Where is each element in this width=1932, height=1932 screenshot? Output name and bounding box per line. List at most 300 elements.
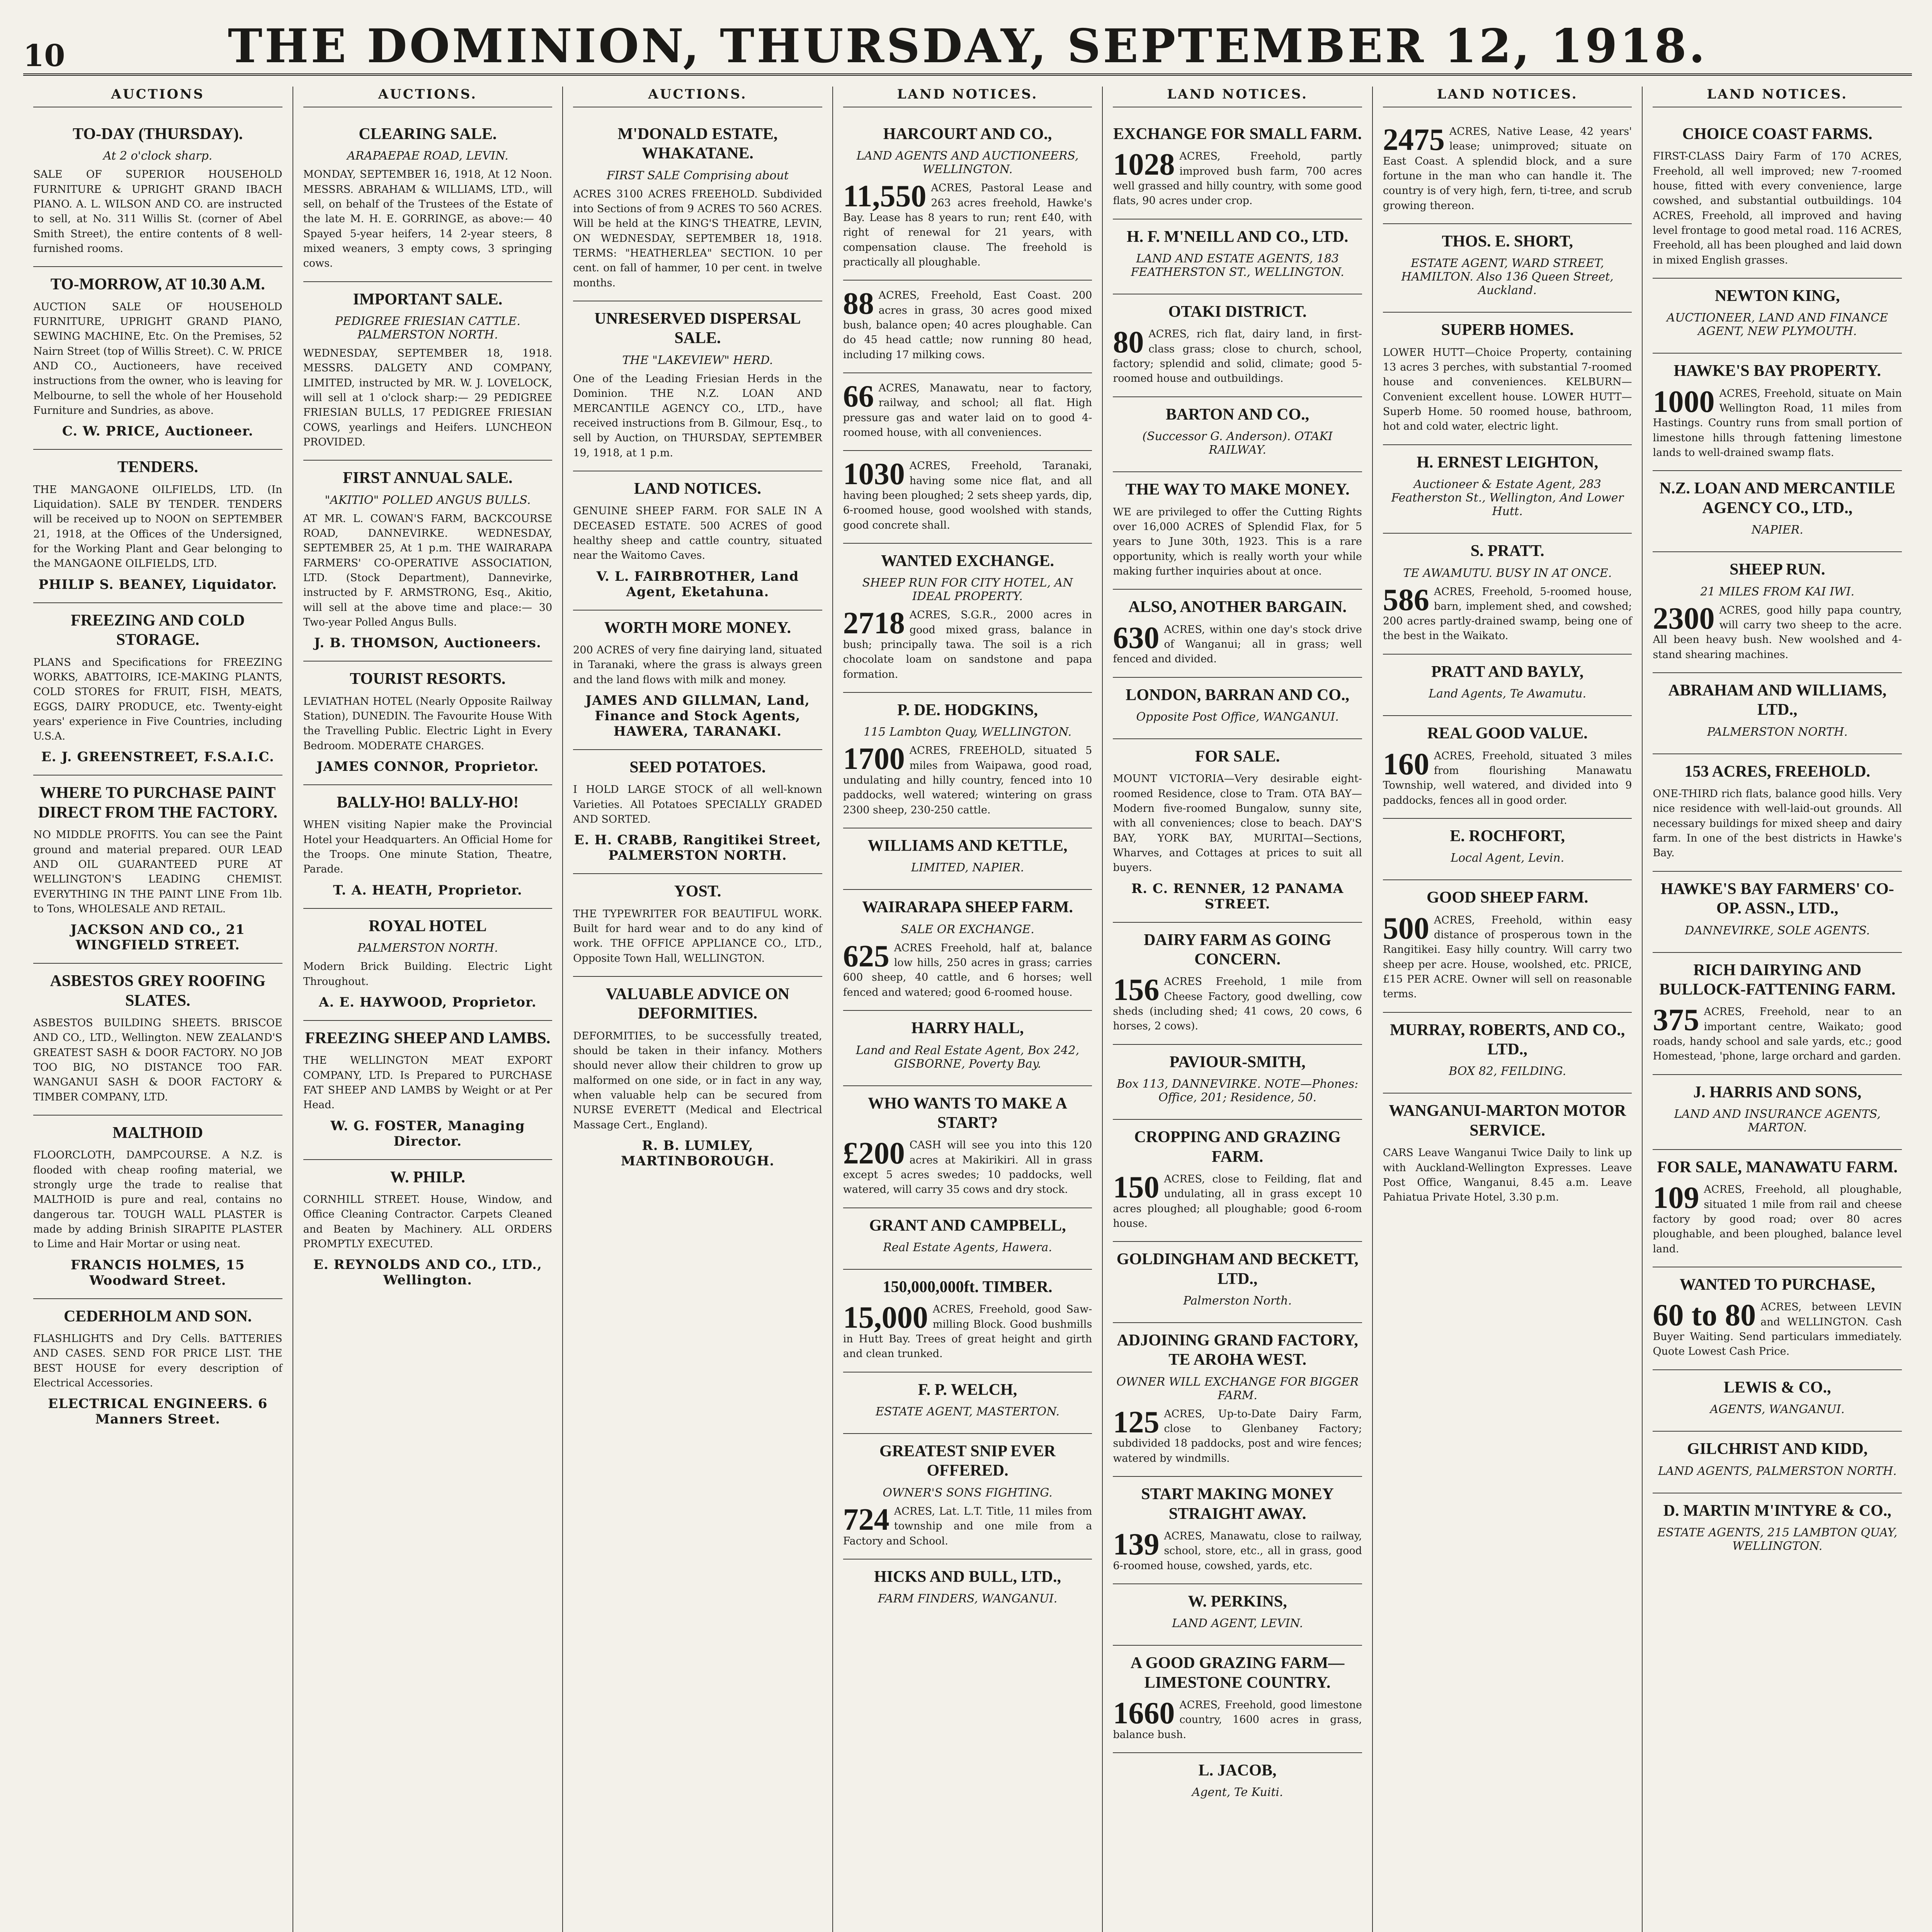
ad-body-text: ACRES, Native Lease, 42 years' lease; unimproved; situate on East Coast. A splendid block, and a sure fortune in the man who can handle it. The country is of very high, fern, ti-tree, and scrub growing thereon. — [1383, 126, 1632, 212]
ad-subtitle: Box 113, DANNEVIRKE. NOTE—Phones: Office, 201; Residence, 50. — [1116, 1077, 1359, 1105]
ad-signature: A. E. HAYWOOD, Proprietor. — [319, 994, 537, 1010]
ad-body-text: ACRES, between LEVIN and WELLINGTON. Cash Buyer Waiting. Send particulars immediately. Quote Lowest Cash Price. — [1653, 1301, 1902, 1358]
ad-subtitle: LIMITED, NAPIER. — [911, 861, 1024, 875]
advertisement — [303, 1160, 553, 1298]
ad-subtitle: 21 MILES FROM KAI IWI. — [1700, 585, 1855, 599]
column-heading: AUCTIONS. — [573, 87, 822, 107]
advertisement — [1113, 397, 1362, 472]
ad-body-text: ACRES, Manawatu, near to factory, railway, and school; all flat. High pressure gas and water laid on to good 4-roomed house, with all conveniences. — [843, 382, 1092, 439]
column-5 — [1103, 87, 1373, 1932]
ad-signature: ELECTRICAL ENGINEERS. 6 Manners Street. — [48, 1396, 268, 1427]
ad-subtitle: AUCTIONEER, LAND AND FINANCE AGENT, NEW PLYMOUTH. — [1667, 311, 1888, 338]
ad-acreage-figure: 160 — [1383, 747, 1429, 781]
advertisement — [1113, 472, 1362, 590]
ad-signature: JACKSON AND CO., 21 WINGFIELD STREET. — [70, 922, 245, 953]
ad-title: HICKS AND BULL, LTD., — [874, 1568, 1061, 1586]
ad-signature: E. REYNOLDS AND CO., LTD., Wellington. — [313, 1257, 542, 1288]
ad-acreage-figure: 586 — [1383, 583, 1429, 617]
advertisement — [1653, 754, 1902, 872]
advertisement — [573, 301, 822, 471]
advertisement — [33, 267, 282, 450]
ad-title: ABRAHAM AND WILLIAMS, LTD., — [1668, 681, 1887, 719]
ad-subtitle: Agent, Te Kuiti. — [1192, 1786, 1283, 1799]
advertisement — [1653, 872, 1902, 953]
advertisement — [1113, 117, 1362, 219]
advertisement — [1383, 1013, 1632, 1094]
ad-body-text: MOUNT VICTORIA—Very desirable eight-roomed Residence, close to Tram. OTA BAY—Modern five-roomed Bungalow, sunny site, with all conveniences; close to beach. DAY'S BAY, YORK BAY, MURITAI—Sections, Wharves, and Cottages at prices to suit all buyers. — [1113, 773, 1362, 874]
ad-signature: T. A. HEATH, Proprietor. — [333, 882, 522, 898]
ad-body-text: One of the Leading Friesian Herds in the Dominion. THE N.Z. LOAN AND MERCANTILE AGENCY CO., LTD., have received instructions from B. Gilmour, Esq., to sell by Auction, on THURSDAY, SEPTEMBER 19, 1918, at 1 p.m. — [573, 372, 822, 459]
ad-acreage-figure: 1028 — [1113, 148, 1175, 182]
column-heading: LAND NOTICES. — [843, 87, 1092, 107]
ad-subtitle: Real Estate Agents, Hawera. — [883, 1240, 1052, 1254]
advertisement — [1653, 1493, 1902, 1568]
ad-title: E. ROCHFORT, — [1450, 827, 1565, 845]
advertisement — [1383, 117, 1632, 224]
ad-body-text: ACRES, Freehold, good limestone country, 1600 acres in grass, balance bush. — [1113, 1699, 1362, 1741]
advertisement — [1113, 678, 1362, 739]
advertisement — [1383, 880, 1632, 1012]
advertisement — [1653, 279, 1902, 354]
ad-title: CROPPING AND GRAZING FARM. — [1134, 1128, 1341, 1166]
advertisement — [573, 611, 822, 750]
ad-title: ROYAL HOTEL — [369, 917, 487, 935]
ad-subtitle: Palmerston North. — [1183, 1294, 1292, 1308]
ad-title: H. F. M'NEILL AND CO., LTD. — [1126, 228, 1349, 246]
advertisement — [1383, 716, 1632, 819]
ad-subtitle: LAND AND ESTATE AGENTS, 183 FEATHERSTON ST., WELLINGTON. — [1131, 252, 1344, 279]
ad-body-text: ACRES, Freehold, partly improved bush farm, 700 acres well grassed and hilly country, with some good flats, 90 acres under crop. — [1113, 150, 1362, 207]
advertisement — [843, 1270, 1092, 1372]
ad-signature: E. J. GREENSTREET, F.S.A.I.C. — [41, 749, 274, 765]
ad-title: WORTH MORE MONEY. — [604, 619, 791, 637]
ad-subtitle: THE "LAKEVIEW" HERD. — [622, 353, 773, 367]
ad-subtitle: PEDIGREE FRIESIAN CATTLE. PALMERSTON NORTH. — [335, 315, 520, 342]
ad-body-text: ACRES Freehold, half at, balance low hills, 250 acres in grass; carries 600 sheep, 40 cattle, and 6 horses; well fenced and watered; good 6-roomed house. — [843, 942, 1092, 998]
ad-title: TO-DAY (THURSDAY). — [73, 125, 243, 143]
advertisement — [1383, 655, 1632, 716]
ad-body-text: ACRES, Freehold, good Saw-milling Block. Good bushmills in Hutt Bay. Trees of great height and girth and clean trunked. — [843, 1303, 1092, 1360]
ad-body-text: WEDNESDAY, SEPTEMBER 18, 1918. MESSRS. DALGETY AND COMPANY, LIMITED, instructed by MR. W. J. LOVELOCK, will sell at 1 o'clock sharp:— 29 PEDIGREE FRIESIAN BULLS, 17 PEDIGREE FRIESIAN COWS, yearlings and Heifers. LUNCHEON PROVIDED. — [303, 347, 553, 449]
ad-title: J. HARRIS AND SONS, — [1693, 1083, 1862, 1101]
ad-title: WANTED EXCHANGE. — [881, 552, 1054, 570]
ad-subtitle: "AKITIO" POLLED ANGUS BULLS. — [325, 493, 531, 507]
ad-body-text: THE MANGAONE OILFIELDS, LTD. (In Liquidation). SALE BY TENDER. TENDERS will be received up to NOON on SEPTEMBER 21, 1918, at the Offices of the Undersigned, for the Working Plant and Gear belonging to the MANGAONE OILFIELDS, LTD. — [33, 483, 282, 570]
advertisement — [573, 117, 822, 301]
advertisement — [303, 461, 553, 662]
ad-title: YOST. — [674, 883, 721, 901]
ad-subtitle: LAND AND INSURANCE AGENTS, MARTON. — [1674, 1107, 1881, 1134]
advertisement — [1113, 1120, 1362, 1242]
ad-acreage-figure: 2718 — [843, 606, 905, 641]
advertisement — [33, 1116, 282, 1299]
advertisement — [1383, 224, 1632, 313]
ad-subtitle: DANNEVIRKE, SOLE AGENTS. — [1685, 923, 1870, 937]
advertisement — [1383, 819, 1632, 880]
ad-title: GILCHRIST AND KIDD, — [1687, 1440, 1868, 1458]
ad-subtitle: AGENTS, WANGANUI. — [1710, 1403, 1845, 1417]
ad-body-text: SALE OF SUPERIOR HOUSEHOLD FURNITURE & UPRIGHT GRAND IBACH PIANO. A. L. WILSON AND CO. are instructed to sell, at No. 311 Willis St. (corner of Abel Smith Street), the entire contents of 8 well-furnished rooms. — [33, 168, 282, 255]
ad-body-text: NO MIDDLE PROFITS. You can see the Paint ground and material prepared. OUR LEAD AND OIL GUARANTEED PURE AT WELLINGTON'S LEADING CHEMIST. EVERYTHING IN THE PAINT LINE From 1lb. to Tons, WHOLESALE AND RETAIL. — [33, 829, 282, 915]
ad-body-text: MONDAY, SEPTEMBER 16, 1918, At 12 Noon. MESSRS. ABRAHAM & WILLIAMS, LTD., will sell, on behalf of the Trustees of the Estate of the late M. H. E. GORRINGE, as above:— 40 Spayed 5-year heifers, 14 2-year steers, 8 mixed weaners, 3 empty cows, 3 springing cows. — [303, 168, 553, 270]
ad-title: DAIRY FARM AS GOING CONCERN. — [1144, 931, 1332, 969]
ad-title: GRANT AND CAMPBELL, — [869, 1216, 1066, 1235]
advertisement — [843, 281, 1092, 373]
ad-subtitle: (Successor G. Anderson). OTAKI RAILWAY. — [1142, 430, 1333, 457]
ad-signature: FRANCIS HOLMES, 15 Woodward Street. — [70, 1257, 245, 1288]
ad-signature: V. L. FAIRBROTHER, Land Agent, Eketahuna. — [596, 568, 799, 600]
advertisement — [1653, 1075, 1902, 1150]
ad-body-text: ACRES, Up-to-Date Dairy Farm, close to Glenbaney Factory; subdivided 18 paddocks, post and wire fences; watered by windmills. — [1113, 1408, 1362, 1464]
advertisement — [303, 909, 553, 1021]
advertisement — [1113, 1584, 1362, 1646]
ad-body-text: ACRES, S.G.R., 2000 acres in good mixed grass, balance in bush; principally tawa. The soil is a rich chocolate loam on sandstone and papa formation. — [843, 609, 1092, 680]
ad-signature: JAMES AND GILLMAN, Land, Finance and Stock Agents, HAWERA, TARANAKI. — [585, 692, 810, 739]
advertisement — [843, 117, 1092, 281]
advertisement — [1113, 294, 1362, 397]
ad-subtitle: BOX 82, FEILDING. — [1449, 1065, 1566, 1078]
advertisement — [1113, 1242, 1362, 1323]
ad-title: SEED POTATOES. — [629, 758, 766, 776]
ad-title: TENDERS. — [117, 458, 198, 476]
advertisement — [573, 874, 822, 977]
ad-body-text: I HOLD LARGE STOCK of all well-known Varieties. All Potatoes SPECIALLY GRADED AND SORTED. — [573, 784, 822, 825]
ad-title: WHERE TO PURCHASE PAINT DIRECT FROM THE FACTORY. — [38, 784, 277, 821]
columns — [23, 87, 1912, 1932]
advertisement — [33, 603, 282, 776]
column-4 — [833, 87, 1103, 1932]
advertisement — [843, 1086, 1092, 1208]
ad-title: CLEARING SALE. — [359, 125, 497, 143]
advertisement — [843, 1208, 1092, 1270]
ad-title: OTAKI DISTRICT. — [1168, 303, 1307, 321]
ad-subtitle: ARAPAEPAE ROAD, LEVIN. — [347, 149, 509, 163]
ad-body-text: CASH will see you into this 120 acres at Makirikiri. All in grass except 5 acres swedes; 10 paddocks, well watered, will carry 35 cows and dry stock. — [843, 1139, 1092, 1196]
page-number: 10 — [23, 38, 65, 73]
column-3 — [563, 87, 833, 1932]
ad-title: BALLY-HO! BALLY-HO! — [337, 794, 519, 812]
ad-title: FOR SALE, MANAWATU FARM. — [1657, 1158, 1898, 1176]
advertisement — [1653, 953, 1902, 1075]
ad-acreage-figure: 1700 — [843, 742, 905, 776]
ad-title: WILLIAMS AND KETTLE, — [867, 837, 1068, 855]
ad-body-text: ACRES, Freehold, all ploughable, situated 1 mile from rail and cheese factory by good road; over 80 acres ploughable, and been ploughed, balance level land. — [1653, 1184, 1902, 1255]
column-heading: AUCTIONS. — [303, 87, 553, 107]
advertisement — [1113, 1646, 1362, 1753]
ad-title: FREEZING AND COLD STORAGE. — [71, 611, 245, 649]
ad-title: N.Z. LOAN AND MERCANTILE AGENCY CO., LTD., — [1659, 480, 1895, 517]
ad-acreage-figure: 125 — [1113, 1405, 1160, 1439]
ad-title: NEWTON KING, — [1714, 287, 1840, 305]
advertisement — [843, 544, 1092, 693]
ad-signature: J. B. THOMSON, Auctioneers. — [314, 635, 541, 651]
ad-title: LEWIS & CO., — [1723, 1378, 1831, 1396]
advertisement — [843, 693, 1092, 828]
ad-acreage-figure: 2475 — [1383, 123, 1445, 157]
masthead — [23, 15, 1912, 76]
advertisement — [1113, 1753, 1362, 1814]
ad-title: HAWKE'S BAY FARMERS' CO-OP. ASSN., LTD., — [1660, 880, 1894, 918]
ad-title: ALSO, ANOTHER BARGAIN. — [1128, 598, 1347, 616]
column-heading: LAND NOTICES. — [1113, 87, 1362, 107]
ad-body-text: ACRES, Freehold, East Coast. 200 acres in grass, 30 acres good mixed bush, balance open; 40 acres ploughable. Can do 45 head cattle; now running 80 head, including 17 milking cows. — [843, 289, 1092, 361]
ad-body-text: FIRST-CLASS Dairy Farm of 170 ACRES, Freehold, all well improved; new 7-roomed house, fitted with every convenience, large cowshed, and substantial outbuildings. 104 ACRES, Freehold, all improved and having level frontage to good metal road. 116 ACRES, Freehold, all has been ploughed and laid down in mixed English grasses. — [1653, 150, 1902, 266]
ad-title: F. P. WELCH, — [918, 1381, 1017, 1399]
column-7 — [1643, 87, 1912, 1932]
ad-acreage-figure: 60 to 80 — [1653, 1298, 1756, 1333]
ad-title: H. ERNEST LEIGHTON, — [1417, 453, 1599, 471]
ad-title: WAIRARAPA SHEEP FARM. — [862, 898, 1073, 917]
advertisement — [303, 662, 553, 785]
ad-title: MURRAY, ROBERTS, AND CO., LTD., — [1390, 1021, 1625, 1059]
ad-body-text: ACRES, within one day's stock drive of Wanganui; all in grass; well fenced and divided. — [1113, 623, 1362, 665]
ad-body-text: ACRES, close to Feilding, flat and undulating, all in grass except 10 acres ploughed; all ploughable; good 6-room house. — [1113, 1173, 1362, 1230]
column-heading: LAND NOTICES. — [1653, 87, 1902, 107]
ad-subtitle: PALMERSTON NORTH. — [1707, 725, 1848, 739]
advertisement — [303, 282, 553, 461]
advertisement — [1383, 1094, 1632, 1215]
advertisement — [1653, 552, 1902, 673]
ad-body-text: ACRES, FREEHOLD, situated 5 miles from Waipawa, good road, undulating and hilly country, fenced into 10 paddocks, well watered; wintering on grass 2300 sheep, 230-250 cattle. — [843, 745, 1092, 816]
ad-title: PAVIOUR-SMITH, — [1169, 1053, 1306, 1071]
ad-body-text: CARS Leave Wanganui Twice Daily to link up with Auckland-Wellington Expresses. Leave Post Office, Wanganui, 8.45 a.m. Leave Pahiatua Private Hotel, 3.30 p.m. — [1383, 1147, 1632, 1204]
ad-body-text: WHEN visiting Napier make the Provincial Hotel your Headquarters. An Official Home for the Troops. One minute Station, Theatre, Parade. — [303, 819, 553, 876]
ad-signature: JAMES CONNOR, Proprietor. — [316, 759, 539, 775]
advertisement — [843, 1011, 1092, 1086]
advertisement — [573, 750, 822, 874]
ad-subtitle: LAND AGENTS AND AUCTIONEERS, WELLINGTON. — [856, 149, 1079, 177]
ad-body-text: ACRES, Freehold, situate on Main Wellington Road, 11 miles from Hastings. Country runs from small portion of limestone hills through fattening limestone lands to well-drained swamp flats. — [1653, 387, 1902, 459]
advertisement — [1653, 354, 1902, 471]
ad-acreage-figure: 156 — [1113, 973, 1160, 1007]
ad-acreage-figure: 500 — [1383, 911, 1429, 946]
ad-body-text: AT MR. L. COWAN'S FARM, BACKCOURSE ROAD, DANNEVIRKE. WEDNESDAY, SEPTEMBER 25, At 1 p.m. THE WAIRARAPA FARMERS' CO-OPERATIVE ASSOCIATION, LTD. (Stock Department), Dannevirke, instructed by F. ARMSTRONG, Esq., Akitio, will sell at the above time and place:— 30 Two-year Polled Angus Bulls. — [303, 512, 553, 629]
advertisement — [843, 1372, 1092, 1434]
ad-title: GOLDINGHAM AND BECKETT, LTD., — [1116, 1250, 1359, 1288]
ad-acreage-figure: 80 — [1113, 325, 1144, 360]
ad-title: MALTHOID — [112, 1124, 203, 1142]
advertisement — [1383, 313, 1632, 445]
ad-body-text: 200 ACRES of very fine dairying land, situated in Taranaki, where the grass is always green and the land flows with milk and money. — [573, 644, 822, 686]
ad-title: M'DONALD ESTATE, WHAKATANE. — [617, 125, 778, 163]
ad-acreage-figure: 88 — [843, 287, 874, 321]
ad-subtitle: Land and Real Estate Agent, Box 242, GISBORNE, Poverty Bay. — [855, 1043, 1080, 1071]
ad-subtitle: ESTATE AGENT, WARD STREET, HAMILTON. Also 136 Queen Street, Auckland. — [1401, 257, 1614, 298]
ad-acreage-figure: 109 — [1653, 1181, 1699, 1215]
column-heading: LAND NOTICES. — [1383, 87, 1632, 107]
ad-body-text: ACRES, Freehold, 5-roomed house, barn, implement shed, and cowshed; 200 acres partly-drained swamp, being one of the best in the Waikato. — [1383, 585, 1632, 642]
ad-title: RICH DAIRYING AND BULLOCK-FATTENING FARM. — [1659, 961, 1896, 998]
ad-title: FREEZING SHEEP AND LAMBS. — [305, 1029, 551, 1047]
advertisement — [1653, 471, 1902, 552]
ad-body-text: ACRES 3100 ACRES FREEHOLD. Subdivided into Sections of from 9 ACRES TO 560 ACRES. Will be held at the KING'S THEATRE, LEVIN, ON WEDNESDAY, SEPTEMBER 18, 1918. TERMS: "HEATHERLEA" SECTION. 10 per cent. on fall of hammer, 10 per cent. in twelve months. — [573, 188, 822, 289]
ad-signature: C. W. PRICE, Auctioneer. — [62, 423, 253, 439]
advertisement — [843, 373, 1092, 451]
ad-signature: R. C. RENNER, 12 PANAMA STREET. — [1131, 881, 1344, 912]
ad-body-text: LOWER HUTT—Choice Property, containing 13 acres 3 perches, with substantial 7-roomed house and conveniences. KELBURN—Convenient excellent house. LOWER HUTT—Superb Home. 50 roomed house, bathroom, hot and cold water, electric light. — [1383, 346, 1632, 433]
ad-subtitle: OWNER'S SONS FIGHTING. — [883, 1486, 1053, 1500]
advertisement — [1113, 1045, 1362, 1120]
ad-title: VALUABLE ADVICE ON DEFORMITIES. — [605, 985, 790, 1023]
ad-title: S. PRATT. — [1470, 542, 1544, 560]
ad-body-text: ACRES, Freehold, near to an important centre, Waikato; good roads, handy school and sale yards, etc.; good Homestead, 'phone, large orchard and garden. — [1653, 1006, 1902, 1063]
ad-title: FIRST ANNUAL SALE. — [343, 469, 513, 487]
ad-title: P. DE. HODGKINS, — [897, 701, 1038, 719]
advertisement — [1383, 534, 1632, 655]
ad-title: TOURIST RESORTS. — [350, 670, 506, 688]
ad-body-text: PLANS and Specifications for FREEZING WORKS, ABATTOIRS, ICE-MAKING PLANTS, COLD STORES for FRUIT, FISH, MEATS, EGGS, DAIRY PRODUCE, etc. Twenty-eight years' experience in Five Countries, including U.S.A. — [33, 656, 282, 743]
ad-subtitle: OWNER WILL EXCHANGE FOR BIGGER FARM. — [1116, 1375, 1359, 1402]
ad-subtitle: SALE OR EXCHANGE. — [901, 922, 1034, 936]
ad-signature: W. G. FOSTER, Managing Director. — [330, 1118, 525, 1149]
ad-body-text: ACRES, Freehold, Taranaki, having some nice flat, and all having been ploughed; 2 sets sheep yards, dip, 6-roomed house, good woolshed with stands, good concrete shall. — [843, 460, 1092, 531]
ad-subtitle: Land Agents, Te Awamutu. — [1429, 687, 1587, 701]
ad-signature: PHILIP S. BEANEY, Liquidator. — [38, 577, 277, 592]
ad-title: UNRESERVED DISPERSAL SALE. — [594, 310, 801, 347]
ad-body-text: ACRES, Freehold, situated 3 miles from flourishing Manawatu Township, well watered, and divided into 9 paddocks, fences all in good order. — [1383, 750, 1632, 806]
ad-acreage-figure: 2300 — [1653, 601, 1715, 636]
ad-body-text: THE TYPEWRITER FOR BEAUTIFUL WORK. Built for hard wear and to do any kind of work. THE OFFICE APPLIANCE CO., LTD., Opposite Town Hall, WELLINGTON. — [573, 908, 822, 964]
advertisement — [33, 1299, 282, 1437]
ad-body-text: ACRES Freehold, 1 mile from Cheese Factory, good dwelling, cow sheds (including shed; 41 cows, 20 cows, 6 horses, 2 cows). — [1113, 976, 1362, 1032]
advertisement — [1113, 923, 1362, 1045]
ad-body-text: Modern Brick Building. Electric Light Throughout. — [303, 961, 553, 988]
ad-title: FOR SALE. — [1195, 747, 1280, 765]
ad-title: 150,000,000ft. TIMBER. — [883, 1278, 1053, 1296]
ad-body-text: ACRES, Pastoral Lease and 263 acres freehold, Hawke's Bay. Lease has 8 years to run; rent £40, with right of renewal for 21 years, with compensation clause. The freehold is practically all ploughable. — [843, 182, 1092, 269]
ad-title: PRATT AND BAYLY, — [1431, 663, 1584, 681]
ad-title: EXCHANGE FOR SMALL FARM. — [1113, 125, 1362, 143]
ad-title: CEDERHOLM AND SON. — [64, 1307, 252, 1325]
advertisement — [33, 776, 282, 964]
ad-body-text: WE are privileged to offer the Cutting Rights over 16,000 ACRES of Splendid Flax, for 5 years to June 30th, 1923. This is a rare opportunity, which is really worth your while making further inquiries about at once. — [1113, 506, 1362, 577]
ad-title: L. JACOB, — [1198, 1762, 1277, 1780]
advertisement — [1113, 219, 1362, 294]
page-title: THE DOMINION, THURSDAY, SEPTEMBER 12, 1918. — [228, 19, 1708, 73]
ad-title: IMPORTANT SALE. — [353, 290, 503, 308]
ad-title: WANTED TO PURCHASE, — [1679, 1276, 1875, 1294]
ad-subtitle: ESTATE AGENTS, 215 LAMBTON QUAY, WELLINGTON. — [1657, 1526, 1898, 1553]
advertisement — [843, 1560, 1092, 1620]
ad-title: ADJOINING GRAND FACTORY, TE AROHA WEST. — [1117, 1332, 1358, 1369]
advertisement — [1113, 1477, 1362, 1584]
ad-body-text: LEVIATHAN HOTEL (Nearly Opposite Railway Station), DUNEDIN. The Favourite House With the Travelling Public. Electric Light in Every Bedroom. MODERATE CHARGES. — [303, 695, 553, 752]
ad-subtitle: NAPIER. — [1751, 523, 1803, 537]
ad-subtitle: Opposite Post Office, WANGANUI. — [1136, 710, 1339, 724]
ad-body-text: FLOORCLOTH, DAMPCOURSE. A N.Z. is flooded with cheap roofing material, we strongly urge the trade to realise that MALTHOID is pure and real, contains no dangerous tar. TOUGH WALL PLASTER is made by adding Brinish SIRAPITE PLASTER to Lime and Hair Mortar or using neat. — [33, 1149, 282, 1250]
ad-body-text: ACRES, Lat. L.T. Title, 11 miles from township and one mile from a Factory and School. — [843, 1505, 1092, 1547]
ad-acreage-figure: 15,000 — [843, 1301, 928, 1335]
ad-acreage-figure: 150 — [1113, 1170, 1160, 1204]
advertisement — [1113, 739, 1362, 923]
ad-title: SUPERB HOMES. — [1441, 321, 1574, 339]
ad-subtitle: At 2 o'clock sharp. — [103, 149, 213, 163]
ad-body-text: ACRES, Freehold, within easy distance of prosperous town in the Rangitikei. Easy hilly country. Will carry two sheep per acre. House, woolshed, etc. PRICE, £15 PER ACRE. Owner will sell on reasonable terms. — [1383, 914, 1632, 1000]
ad-body-text: AUCTION SALE OF HOUSEHOLD FURNITURE, UPRIGHT GRAND PIANO, SEWING MACHINE, Etc. On the Premises, 52 Nairn Street (top of Willis Street). C. W. PRICE AND CO., Auctioneers, have received instructions from the owner, who is leaving for Melbourne, to sell the whole of her Household Furniture and Sundries, as above. — [33, 301, 282, 417]
ad-subtitle: FARM FINDERS, WANGANUI. — [878, 1592, 1058, 1606]
ad-acreage-figure: £200 — [843, 1136, 905, 1171]
advertisement — [843, 890, 1092, 1011]
ad-acreage-figure: 139 — [1113, 1527, 1160, 1561]
advertisement — [573, 471, 822, 611]
ad-body-text: ACRES, good hilly papa country, will carry two sheep to the acre. All been heavy bush. New woolshed and 4-stand shearing machines. — [1653, 604, 1902, 661]
ad-acreage-figure: 66 — [843, 379, 874, 413]
ad-signature: E. H. CRABB, Rangitikei Street, PALMERSTON NORTH. — [574, 832, 821, 864]
ad-title: START MAKING MONEY STRAIGHT AWAY. — [1141, 1485, 1334, 1523]
ad-title: CHOICE COAST FARMS. — [1682, 125, 1872, 143]
advertisement — [303, 785, 553, 909]
ad-subtitle: SHEEP RUN FOR CITY HOTEL, AN IDEAL PROPERTY. — [862, 576, 1073, 604]
column-heading: AUCTIONS — [33, 87, 282, 107]
advertisement — [1653, 1432, 1902, 1493]
ad-title: TO-MORROW, AT 10.30 A.M. — [50, 276, 265, 294]
ad-acreage-figure: 724 — [843, 1502, 889, 1537]
ad-title: 153 ACRES, FREEHOLD. — [1684, 762, 1871, 781]
ad-subtitle: LAND AGENT, LEVIN. — [1172, 1617, 1303, 1631]
ad-subtitle: PALMERSTON NORTH. — [357, 941, 498, 955]
ad-title: WANGANUI-MARTON MOTOR SERVICE. — [1389, 1102, 1626, 1139]
ad-body-text: DEFORMITIES, to be successfully treated, should be taken in their infancy. Mothers should never allow their children to grow up malformed on one side, or in fact in any way, when valuable help can be secured from NURSE EVERETT (Medical and Electrical Massage Cert., England). — [573, 1030, 822, 1131]
column-6 — [1373, 87, 1643, 1932]
ad-title: A GOOD GRAZING FARM—LIMESTONE COUNTRY. — [1130, 1654, 1345, 1692]
ad-signature: R. B. LUMLEY, MARTINBOROUGH. — [621, 1138, 775, 1169]
ad-title: REAL GOOD VALUE. — [1427, 724, 1588, 743]
advertisement — [1653, 673, 1902, 754]
column-2 — [293, 87, 563, 1932]
ad-body-text: ACRES, Manawatu, close to railway, school, store, etc., all in grass, good 6-roomed house, cowshed, yards, etc. — [1113, 1530, 1362, 1572]
ad-body-text: THE WELLINGTON MEAT EXPORT COMPANY, LTD. Is Prepared to PURCHASE FAT SHEEP AND LAMBS by Weight or at Per Head. — [303, 1054, 553, 1111]
advertisement — [303, 1021, 553, 1160]
advertisement — [843, 1434, 1092, 1560]
ad-title: BARTON AND CO., — [1166, 405, 1310, 423]
ad-title: W. PERKINS, — [1188, 1592, 1287, 1611]
ad-body-text: CORNHILL STREET. House, Window, and Office Cleaning Contractor. Carpets Cleaned and Beaten by Machinery. ALL ORDERS PROMPTLY EXECUTED. — [303, 1193, 553, 1250]
ad-title: W. PHILP. — [390, 1168, 465, 1186]
ad-acreage-figure: 11,550 — [843, 179, 927, 214]
column-1 — [23, 87, 293, 1932]
advertisement — [1113, 590, 1362, 677]
ad-acreage-figure: 375 — [1653, 1003, 1699, 1037]
advertisement — [33, 117, 282, 267]
ad-title: LONDON, BARRAN AND CO., — [1126, 686, 1349, 704]
ad-subtitle: 115 Lambton Quay, WELLINGTON. — [863, 725, 1072, 739]
ad-title: GREATEST SNIP EVER OFFERED. — [879, 1442, 1056, 1480]
ad-acreage-figure: 1000 — [1653, 384, 1715, 419]
ad-acreage-figure: 1030 — [843, 457, 905, 492]
ad-subtitle: FIRST SALE Comprising about — [606, 168, 789, 182]
advertisement — [33, 450, 282, 603]
ad-subtitle: Local Agent, Levin. — [1451, 851, 1565, 865]
advertisement — [303, 117, 553, 282]
ad-title: D. MARTIN M'INTYRE & CO., — [1663, 1502, 1891, 1520]
ad-subtitle: TE AWAMUTU. BUSY IN AT ONCE. — [1403, 566, 1612, 580]
ad-title: THOS. E. SHORT, — [1442, 232, 1573, 250]
advertisement — [1383, 445, 1632, 534]
ad-body-text: GENUINE SHEEP FARM. FOR SALE IN A DECEASED ESTATE. 500 ACRES of good healthy sheep and cattle country, situated near the Waitomo Caves. — [573, 505, 822, 562]
ad-title: HARRY HALL, — [911, 1019, 1024, 1037]
ad-body-text: ACRES, rich flat, dairy land, in first-class grass; close to church, school, factory; splendid and solid, climate; good 5-roomed house and outbuildings. — [1113, 328, 1362, 385]
advertisement — [33, 964, 282, 1116]
ad-title: HARCOURT AND CO., — [883, 125, 1052, 143]
ad-acreage-figure: 625 — [843, 939, 889, 973]
ad-title: ASBESTOS GREY ROOFING SLATES. — [50, 972, 266, 1010]
ad-subtitle: ESTATE AGENT, MASTERTON. — [875, 1405, 1060, 1419]
ad-subtitle: Auctioneer & Estate Agent, 283 Featherston St., Wellington, And Lower Hutt. — [1391, 478, 1624, 519]
ad-title: WHO WANTS TO MAKE A START? — [868, 1094, 1067, 1132]
advertisement — [1653, 1267, 1902, 1370]
ad-title: GOOD SHEEP FARM. — [1427, 889, 1588, 907]
advertisement — [843, 451, 1092, 544]
